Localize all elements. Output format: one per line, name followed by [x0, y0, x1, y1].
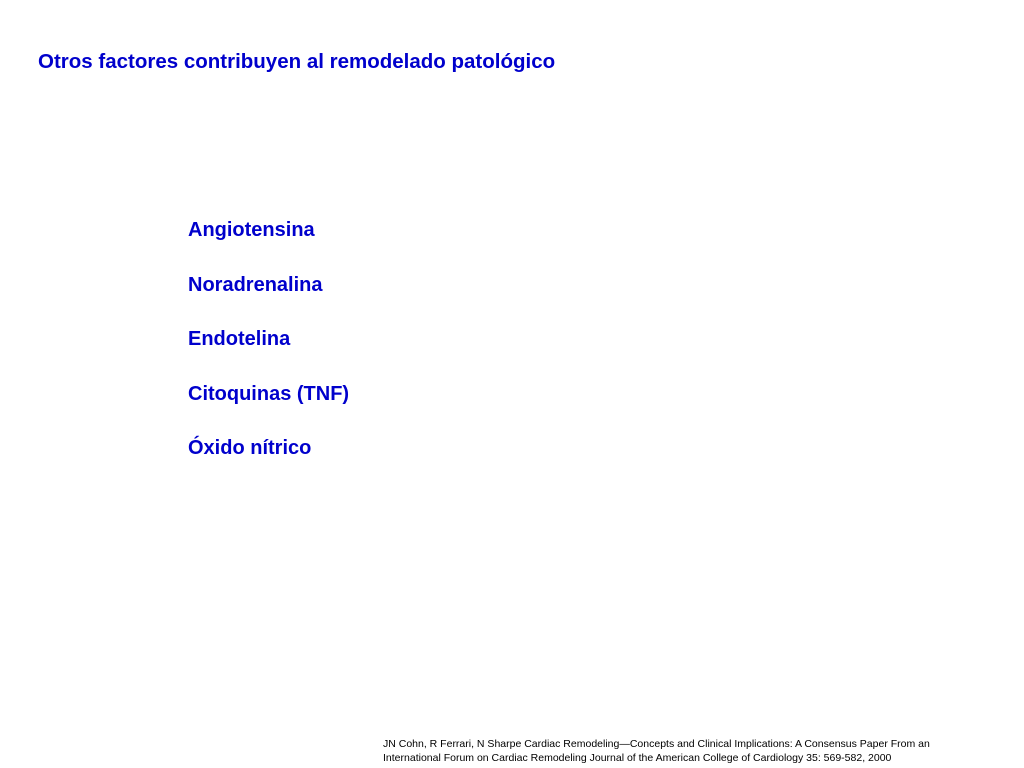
factor-noradrenalina: Noradrenalina	[188, 273, 323, 296]
slide-title: Otros factores contribuyen al remodelado patológico	[38, 50, 556, 73]
reference-line-2: International Forum on Cardiac Remodeling Journal of the American College of Cardiology 35: 569-582, 2000	[383, 752, 892, 764]
reference-citation	[383, 737, 1003, 765]
factor-oxido-nitrico: Óxido nítrico	[188, 437, 312, 459]
factor-endotelina: Endotelina	[188, 328, 291, 350]
reference-line-1: JN Cohn, R Ferrari, N Sharpe Cardiac Remodeling—Concepts and Clinical Implications: A Consensus Paper From an	[383, 738, 930, 750]
factor-angiotensina: Angiotensina	[188, 219, 315, 241]
factor-citoquinas: Citoquinas (TNF)	[188, 382, 350, 405]
factor-list	[188, 218, 349, 491]
